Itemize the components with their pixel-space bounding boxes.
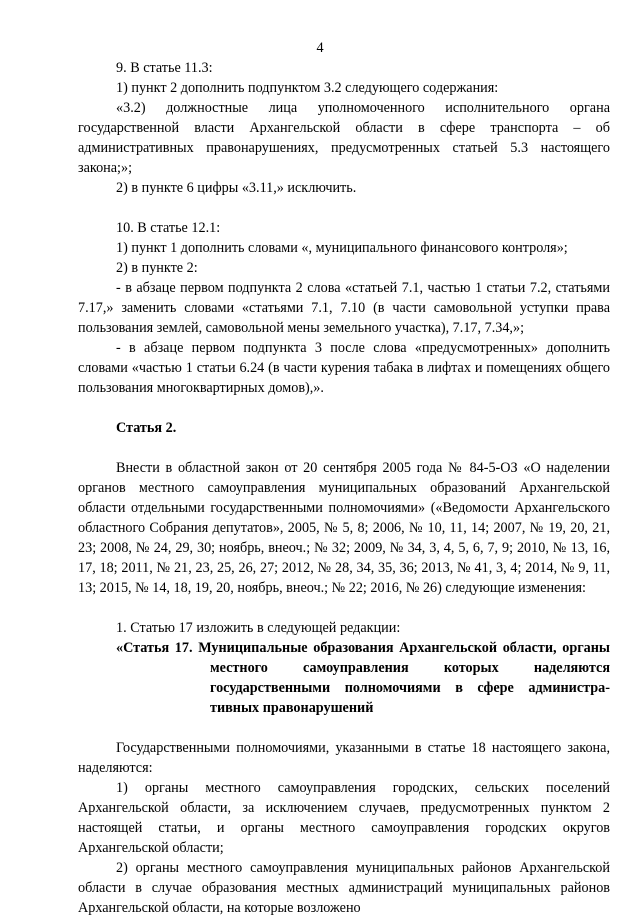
paragraph: 9. В статье 11.3: [116, 60, 213, 76]
paragraph-spacer [78, 718, 610, 738]
section-heading: Статья 2. [116, 420, 177, 436]
paragraph: 2) в пункте 2: [116, 260, 198, 276]
paragraph: «3.2) должностные лица уполномоченного исполнительного органа государственной власти Архангельской области в сфере транспорта – об административных правонарушениях, предусмотренных статьей 5.3 настоящего закона;»; [78, 100, 610, 176]
paragraph-spacer [78, 438, 610, 458]
paragraph: Государственными полномочиями, указанными в статье 18 настоящего закона, наделяются: [78, 740, 610, 776]
article-title: «Статья 17. Муниципальные образования Архангельской области, органы местного самоуправления которых наделяются государственными полномочиями в сфере администра-тивных правонарушений [116, 640, 610, 716]
paragraph: 1) пункт 2 дополнить подпунктом 3.2 следующего содержания: [116, 80, 499, 96]
paragraph: 1) органы местного самоуправления городских, сельских поселений Архангельской области, за исключением случаев, предусмотренных пунктом 2 настоящей статьи, и органы местного самоуправления городских округов Архангельской области; [78, 780, 610, 856]
paragraph: 1. Статью 17 изложить в следующей редакции: [116, 620, 401, 636]
paragraph-spacer [78, 198, 610, 218]
paragraph: 2) органы местного самоуправления муниципальных районов Архангельской области в случае образования местных администраций муниципальных районов Архангельской области, на которые возложено [78, 860, 610, 916]
paragraph-spacer [78, 398, 610, 418]
document-body [78, 58, 610, 918]
paragraph: - в абзаце первом подпункта 3 после слова «предусмотренных» дополнить словами «частью 1 статьи 6.24 (в части курения табака в лифтах и помещениях общего пользования многоквартирных домов),». [78, 340, 610, 396]
paragraph: 2) в пункте 6 цифры «3.11,» исключить. [116, 180, 357, 196]
paragraph: - в абзаце первом подпункта 2 слова «статьей 7.1, частью 1 статьи 7.2, статьями 7.17,» заменить словами «статьями 7.1, 7.10 (в части самовольной уступки права пользования землей, самовольной мены земельного участка), 7.17, 7.34,»; [78, 280, 610, 336]
paragraph: 10. В статье 12.1: [116, 220, 221, 236]
page-number: 4 [316, 40, 324, 56]
paragraph-spacer [78, 598, 610, 618]
paragraph: Внести в областной закон от 20 сентября 2005 года № 84-5-ОЗ «О наделении органов местного самоуправления муниципальных образований Архангельской области отдельными государственными полномочиями» («Ведомости Архангельского областного Собрания депутатов», 2005, № 5, 8; 2006, № 10, 11, 14; 2007, № 19, 20, 21, 23; 2008, № 24, 29, 30; ноябрь, внеоч.; № 32; 2009, № 34, 3, 4, 5, 6, 7, 9; 2010, № 13, 16, 17, 18; 2011, № 21, 23, 25, 26, 27; 2012, № 28, 34, 35, 36; 2013, № 41, 3, 4; 2014, № 9, 11, 13; 2015, № 14, 18, 19, 20, ноябрь, внеоч.; № 22; 2016, № 26) следующие изменения: [78, 460, 610, 596]
paragraph: 1) пункт 1 дополнить словами «, муниципального финансового контроля»; [116, 240, 568, 256]
